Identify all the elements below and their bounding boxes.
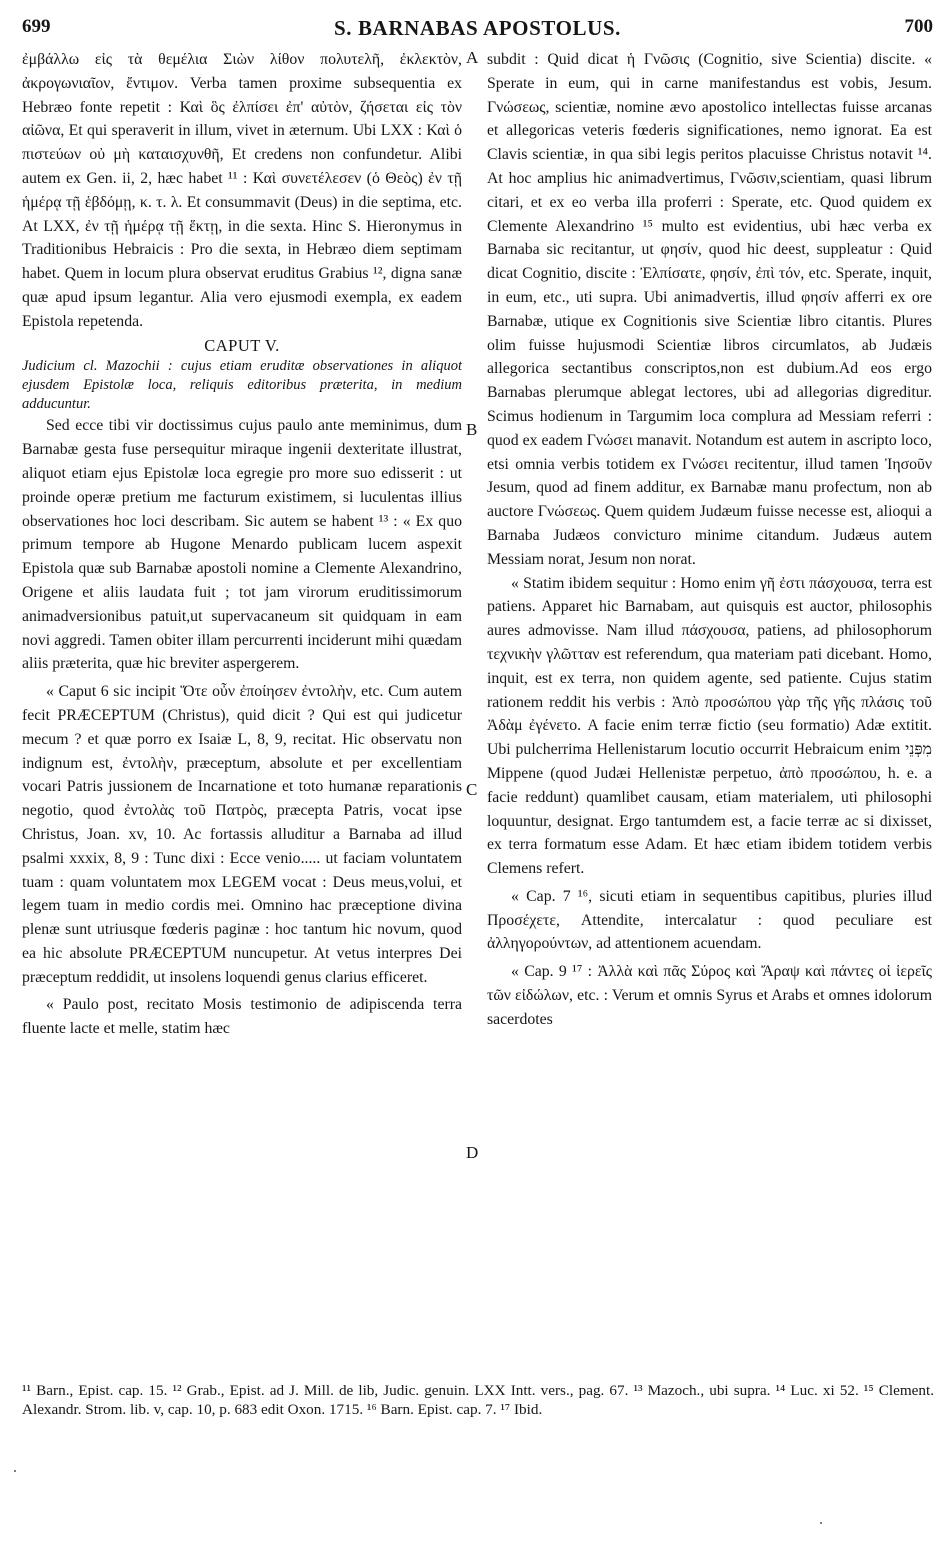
margin-marker-b: B: [466, 420, 478, 439]
chapter-summary: Judicium cl. Mazochii : cujus etiam eruditæ observationes in aliquot ejusdem Epistolæ loca, reliquis editoribus præterita, in medium adducuntur.: [22, 358, 462, 413]
page-number-left: 699: [22, 16, 51, 37]
chapter-title: CAPUT V.: [204, 335, 280, 355]
running-header: [22, 16, 933, 40]
margin-marker-a: A: [466, 48, 479, 67]
footnotes: [22, 1382, 934, 1419]
right-paragraph-3: « Cap. 7 ¹⁶, sicuti etiam in sequentibus capitibus, pluries illud Προσέχετε, Attendite, intercalatur : quod peculiare est ἀλληγορούντων, ad attentionem acuendam.: [487, 887, 932, 953]
left-column: [22, 48, 462, 1041]
left-paragraph-1: ἐμβάλλω εἰς τὰ θεμέλια Σιὼν λίθον πολυτελῆ, ἐκλεκτὸν, ἀκρογωνιαῖον, ἔντιμον. Verba tamen proxime subsequentia ex Hebræo fonte repetit : Καὶ ὃς ἐλπίσει ἐπ' αὐτὸν, ζήσεται εἰς τὸν αἰῶνα, Et qui speraverit in illum, vivet in æternum. Ubi LXX : Καὶ ὁ πιστεύων οὐ μὴ καταισχυνθῆ, Et credens non confundetur. Alibi autem ex Gen. ii, 2, hæc habet ¹¹ : Καὶ συνετέλεσεν (ὁ Θεὸς) ἐν τῇ ἡμέρᾳ τῇ ἑβδόμῃ, κ. τ. λ. Et consummavit (Deus) in die septima, etc. At LXX, ἐν τῇ ἡμέρᾳ τῇ ἕκτῃ, in die sexta. Hinc S. Hieronymus in Traditionibus Hebraicis : Pro die sexta, in Hebræo diem septimam habet. Quem in locum plura observat eruditus Grabius ¹², digna sanæ quæ apud ipsum legantur. Alia vero ejusmodi exempla, ex eadem Epistola repetenda.: [22, 51, 462, 330]
footnote-text: ¹¹ Barn., Epist. cap. 15. ¹² Grab., Epist. ad J. Mill. de lib, Judic. genuin. LXX Intt. vers., pag. 67. ¹³ Mazoch., ubi supra. ¹⁴ Luc. xi 52. ¹⁵ Clement. Alexandr. Strom. lib. v, cap. 10, p. 683 edit Oxon. 1715. ¹⁶ Barn. Epist. cap. 7. ¹⁷ Ibid.: [22, 1382, 934, 1418]
right-paragraph-2: « Statim ibidem sequitur : Homo enim γῆ ἐστι πάσχουσα, terra est patiens. Apparet hic Barnabam, aut quisquis est auctor, philosophis aures admovisse. Nam illud πάσχουσα, patiens, ad philosophorum τεχνικὴν γλῶτταν est referendum, qua materiam pati dicebant. Homo, inquit, est ex terra, non quidem agente, sed patiente. Cujus statim rationem reddit his verbis : Ἀπὸ προσώπου γὰρ τῆς γῆς πλάσις τοῦ Ἀδὰμ ἐγένετο. A facie enim terræ fictio (seu formatio) Adæ extitit. Ubi pulcherrima Hellenistarum locutio occurrit Hebraicum enim מִפְּנֵי Mippene (quod Judæi Hellenistæ perpetuo, ἀπὸ προσώπου, h. e. a facie reddunt) quamlibet causam, etiam materialem, uti philosophi loquuntur, designat. Ergo tantumdem est, a facie terræ ac si dixisset, ex terra formatum esse Adam. Et hæc etiam ibidem totidem verbis Clemens refert.: [487, 574, 932, 878]
print-speck: [820, 1522, 822, 1524]
right-paragraph-4: « Cap. 9 ¹⁷ : Ἀλλὰ καὶ πᾶς Σύρος καὶ Ἄραψ καὶ πάντες οἱ ἱερεῖς τῶν εἰδώλων, etc. : Verum et omnis Syrus et Arabs et omnes idolorum sacerdotes: [487, 963, 932, 1028]
right-column: [487, 48, 932, 1032]
left-paragraph-4: « Paulo post, recitato Mosis testimonio de adipiscenda terra fluente lacte et melle, statim hæc: [22, 996, 462, 1038]
left-paragraph-2: Sed ecce tibi vir doctissimus cujus paulo ante meminimus, dum Barnabæ gesta fuse persequitur miraque ingenii dexteritate illustrat, aliquot etiam ejus Epistolæ loca egregie pro more suo edisserit : ut proinde operæ pretium me facturum existimem, si luculentas illius observationes hoc loci describam. Sic autem se habent ¹³ : « Ex quo primum tempore ab Hugone Menardo publicam lucem aspexit Epistola quæ sub Barnabæ apostoli nomine a Clemente Alexandrino, Origene et aliis laudata fuit ; tot jam virorum eruditissimorum animadversionibus patuit,ut supervacaneum sit quidquam in eam novi aggredi. Tamen obiter illam percurrenti inciderunt mihi quædam aliis præterita, quæ hic breviter aspergerem.: [22, 417, 462, 673]
margin-marker-d: D: [466, 1143, 479, 1162]
left-paragraph-3: « Caput 6 sic incipit Ὅτε οὖν ἐποίησεν ἐντολὴν, etc. Cum autem fecit PRÆCEPTUM (Christus), quid dicit ? Qui est qui judicetur mecum ? et quæ porro ex Isaiæ L, 8, 9, recitat. Hic observatu non indignum est, ἐντολὴν, præceptum, absolute et per excellentiam vocari Patris jussionem de Incarnatione et toto humanæ reparationis negotio, quod ἐντολὰς τοῦ Πατρὸς, præcepta Patris, vocat ipse Christus, Joan. xv, 10. Ac fortassis alluditur a Barnaba ad illud psalmi xxxix, 8, 9 : Tunc dixi : Ecce venio..... ut faciam voluntatem tuam : quam voluntatem mox LEGEM vocat : Deus meus,volui, et legem tuam in medio cordis mei. Omnino hac præceptione divina plenæ sunt utriusque fœderis paginæ : hoc tantum hic novum, quod ea hic absolute PRÆCEPTUM nuncupetur. At vetus interpres Dei præceptum reddidit, ut insolens loquendi genus clarius efficeret.: [22, 683, 462, 986]
running-title: S. BARNABAS APOSTOLUS.: [333, 16, 622, 40]
page-number-right: 700: [904, 16, 933, 37]
margin-marker-c: C: [466, 780, 478, 799]
print-speck: [14, 1470, 16, 1472]
right-paragraph-1: subdit : Quid dicat ἡ Γνῶσις (Cognitio, sive Scientia) discite. « Sperate in eum, qui in carne manifestandus est vobis, Jesum. Γνώσεως, scientiæ, nomine ævo apostolico intellectas fuisse arcanas et allegoricas veteris fœderis significationes, nemo ignorat. Ea est Clavis scientiæ, in qua sibi legis peritos placuisse Christus notavit ¹⁴. At hoc amplius hic animadvertimus, Γνῶσιν,scientiam, quasi librum citari, et ex eo verba illa proferri : Sperate, etc. Quod quidem ex Clemente Alexandrino ¹⁵ multo est evidentius, ubi hæc verba ex Barnaba sic recitantur, ut φησίν, quod hic deest, suppleatur : Quid dicat Cognitio, discite : Ἐλπίσατε, φησίν, ἐπὶ τόν, etc. Sperate, inquit, in eum, etc., uti supra. Ubi animadvertis, illud φησίν afferri ex ore Barnabæ, utique ex Cognitionis sive Scientiæ libro citantis. Plures olim fuisse hujusmodi Scientiæ libros circumlatos, ab Judæis allegorica sectantibus conscriptos,non est dubium.Ad eos ergo Barnabas plerumque ablegat lectores, ubi ad allegorias digreditur. Scimus hodienum in Targumim loca complura ad Messiam referri : quod ex eadem Γνώσει manavit. Notandum est autem in ascripto loco, etsi omnia verbis totidem ex Γνώσει recitentur, illud tamen Ἰησοῦν Jesum, quod ad finem additur, ex Barnabæ manu profectum, non ab auctore Γνώσεως. Quem quidem Judæum fuisse necesse est, alioqui a Barnaba Judæos convicturo minime citandum. Judæus autem Messiam norat, Jesum non norat.: [487, 51, 932, 568]
